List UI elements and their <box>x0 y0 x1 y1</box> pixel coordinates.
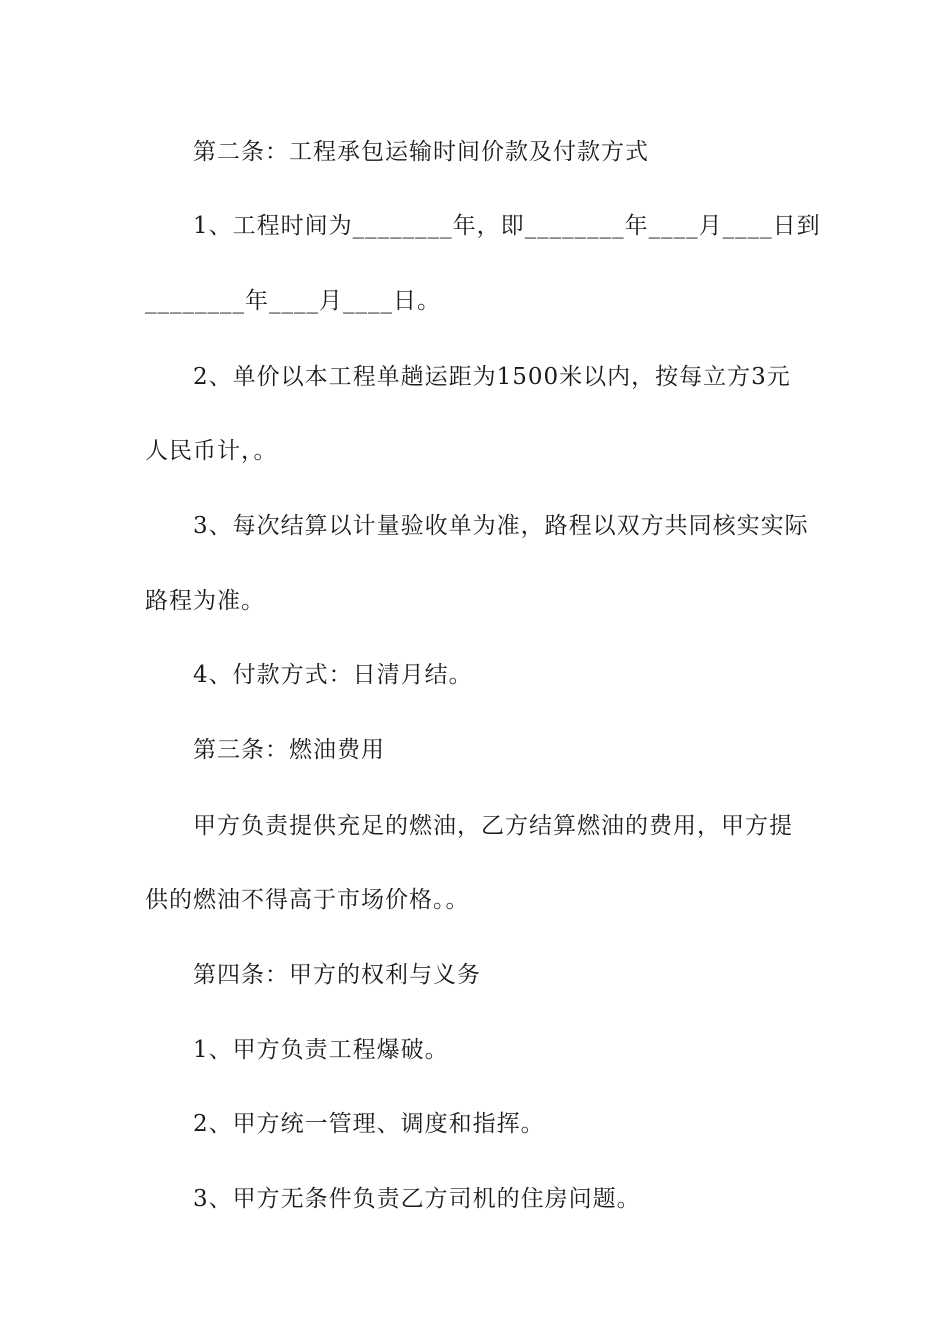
clause-2-1-line-2: ________年____月____日。 <box>145 288 441 314</box>
clause-2-4: 4、付款方式：日清月结。 <box>193 662 473 688</box>
clause-4-1: 1、甲方负责工程爆破。 <box>193 1037 449 1063</box>
clause-2-2-line-1: 2、单价以本工程单趟运距为1500米以内，按每立方3元 <box>193 364 791 390</box>
article-4-heading: 第四条：甲方的权利与义务 <box>193 962 481 988</box>
clause-2-1-line-1: 1、工程时间为________年，即________年____月____日到 <box>193 213 821 239</box>
article-3-body-line-1: 甲方负责提供充足的燃油，乙方结算燃油的费用，甲方提 <box>193 813 793 839</box>
clause-4-2: 2、甲方统一管理、调度和指挥。 <box>193 1111 545 1137</box>
article-3-body-line-2: 供的燃油不得高于市场价格。。 <box>145 887 470 913</box>
clause-4-3: 3、甲方无条件负责乙方司机的住房问题。 <box>193 1186 641 1212</box>
article-2-heading: 第二条：工程承包运输时间价款及付款方式 <box>193 139 649 165</box>
clause-2-2-line-2: 人民币计，。 <box>145 438 278 464</box>
clause-2-3-line-2: 路程为准。 <box>145 588 265 614</box>
article-3-heading: 第三条：燃油费用 <box>193 737 385 763</box>
clause-2-3-line-1: 3、每次结算以计量验收单为准，路程以双方共同核实实际 <box>193 513 809 539</box>
